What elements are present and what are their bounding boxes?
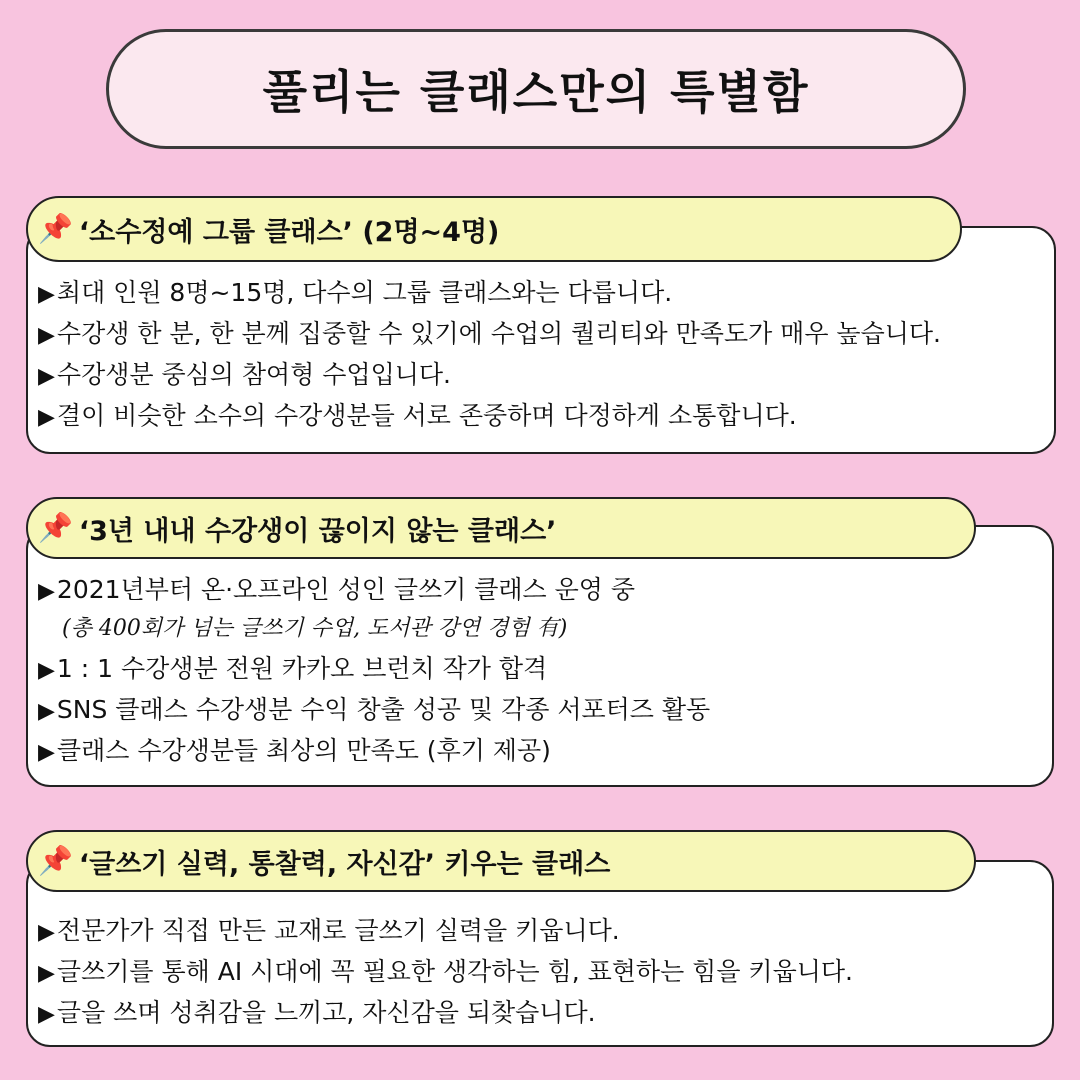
- arrow-icon: ▶: [38, 323, 55, 348]
- section-box-three-years: [26, 525, 1054, 787]
- arrow-icon: ▶: [38, 282, 55, 307]
- pushpin-icon: 📌: [38, 844, 73, 877]
- list-item: ▶글을 쓰며 성취감을 느끼고, 자신감을 되찾습니다.: [38, 998, 596, 1027]
- section-header-text: ‘3년 내내 수강생이 끊이지 않는 클래스’: [78, 515, 557, 547]
- list-item: ▶수강생분 중심의 참여형 수업입니다.: [38, 360, 451, 389]
- arrow-icon: ▶: [38, 405, 55, 430]
- list-item-note: (총 400회가 넘는 글쓰기 수업, 도서관 강연 경험 有): [62, 616, 568, 641]
- list-item: ▶클래스 수강생분들 최상의 만족도 (후기 제공): [38, 736, 551, 765]
- arrow-icon: ▶: [38, 961, 55, 986]
- list-item: ▶수강생 한 분, 한 분께 집중할 수 있기에 수업의 퀄리티와 만족도가 매우 높습니다.: [38, 319, 941, 348]
- section-header-text: ‘글쓰기 실력, 통찰력, 자신감’ 키우는 클래스: [78, 848, 611, 880]
- pushpin-icon: 📌: [38, 212, 73, 245]
- arrow-icon: ▶: [38, 1002, 55, 1027]
- page-title: 풀리는 클래스만의 특별함: [262, 65, 810, 119]
- list-item: ▶SNS 클래스 수강생분 수익 창출 성공 및 각종 서포터즈 활동: [38, 695, 711, 724]
- list-item: ▶1 : 1 수강생분 전원 카카오 브런치 작가 합격: [38, 654, 548, 683]
- section-header-writing-skills: [26, 830, 976, 892]
- section-header-three-years: [26, 497, 976, 559]
- arrow-icon: ▶: [38, 364, 55, 389]
- arrow-icon: ▶: [38, 740, 55, 765]
- arrow-icon: ▶: [38, 658, 55, 683]
- list-item: ▶결이 비슷한 소수의 수강생분들 서로 존중하며 다정하게 소통합니다.: [38, 401, 797, 430]
- pushpin-icon: 📌: [38, 511, 73, 544]
- list-item: ▶최대 인원 8명~15명, 다수의 그룹 클래스와는 다릅니다.: [38, 278, 673, 307]
- section-header-small-group: [26, 196, 962, 262]
- list-item: ▶전문가가 직접 만든 교재로 글쓰기 실력을 키웁니다.: [38, 916, 620, 945]
- arrow-icon: ▶: [38, 920, 55, 945]
- list-item: ▶글쓰기를 통해 AI 시대에 꼭 필요한 생각하는 힘, 표현하는 힘을 키웁니다.: [38, 957, 853, 986]
- section-header-text: ‘소수정예 그룹 클래스’ (2명~4명): [78, 216, 500, 248]
- title-banner: [106, 29, 966, 149]
- arrow-icon: ▶: [38, 579, 55, 604]
- list-item: ▶2021년부터 온·오프라인 성인 글쓰기 클래스 운영 중: [38, 575, 636, 604]
- arrow-icon: ▶: [38, 699, 55, 724]
